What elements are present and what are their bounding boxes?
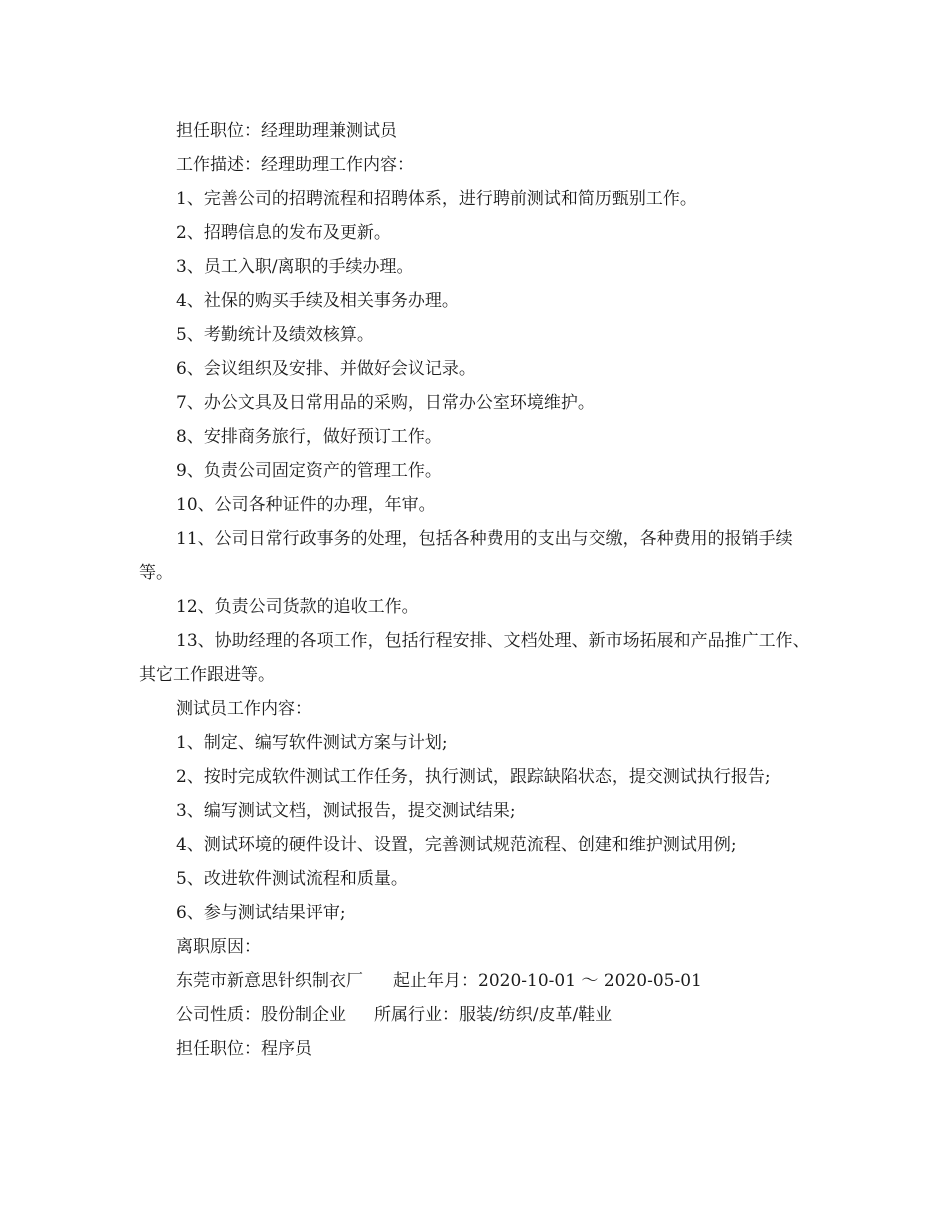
duty-item: 6、会议组织及安排、并做好会议记录。 <box>176 359 476 379</box>
employer-row <box>139 964 815 998</box>
job-description-heading: 工作描述：经理助理工作内容： <box>176 155 414 175</box>
tester-duty-item: 1、制定、编写软件测试方案与计划; <box>176 733 448 753</box>
tester-duty-item: 4、测试环境的硬件设计、设置，完善测试规范流程、创建和维护测试用例; <box>176 835 737 855</box>
position-line: 担任职位：经理助理兼测试员 <box>176 121 397 141</box>
employment-period: 起止年月：2020-10-01 ～ 2020-05-01 <box>393 971 702 991</box>
duty-item: 5、考勤统计及绩效核算。 <box>176 325 374 345</box>
position-line: 担任职位：程序员 <box>176 1039 312 1059</box>
duty-item: 3、员工入职/离职的手续办理。 <box>176 257 414 277</box>
company-info-row <box>139 998 815 1032</box>
duty-item: 4、社保的购买手续及相关事务办理。 <box>176 291 459 311</box>
resume-body <box>139 114 815 1066</box>
duty-item: 7、办公文具及日常用品的采购，日常办公室环境维护。 <box>176 393 595 413</box>
duty-item: 8、安排商务旅行，做好预订工作。 <box>176 427 442 447</box>
company-nature: 公司性质：股份制企业 <box>176 1005 346 1025</box>
tester-duty-item: 6、参与测试结果评审; <box>176 903 346 923</box>
duty-item: 2、招聘信息的发布及更新。 <box>176 223 391 243</box>
tester-duty-item: 5、改进软件测试流程和质量。 <box>176 869 408 889</box>
duty-item: 9、负责公司固定资产的管理工作。 <box>176 461 442 481</box>
leaving-reason-label: 离职原因： <box>176 937 261 957</box>
duty-item: 11、公司日常行政事务的处理，包括各种费用的支出与交缴，各种费用的报销手续等。 <box>139 529 793 583</box>
tester-duties-heading: 测试员工作内容： <box>176 699 312 719</box>
company-industry: 所属行业：服装/纺织/皮革/鞋业 <box>374 1005 613 1025</box>
company-name: 东莞市新意思针织制衣厂 <box>176 971 363 991</box>
duty-item: 13、协助经理的各项工作，包括行程安排、文档处理、新市场拓展和产品推广工作、其它工作跟进等。 <box>139 631 810 685</box>
duty-item: 10、公司各种证件的办理，年审。 <box>176 495 436 515</box>
duty-item: 1、完善公司的招聘流程和招聘体系，进行聘前测试和简历甄别工作。 <box>176 189 697 209</box>
duty-item: 12、负责公司货款的追收工作。 <box>176 597 419 617</box>
tester-duty-item: 3、编写测试文档，测试报告，提交测试结果; <box>176 801 516 821</box>
tester-duty-item: 2、按时完成软件测试工作任务，执行测试，跟踪缺陷状态，提交测试执行报告; <box>176 767 771 787</box>
